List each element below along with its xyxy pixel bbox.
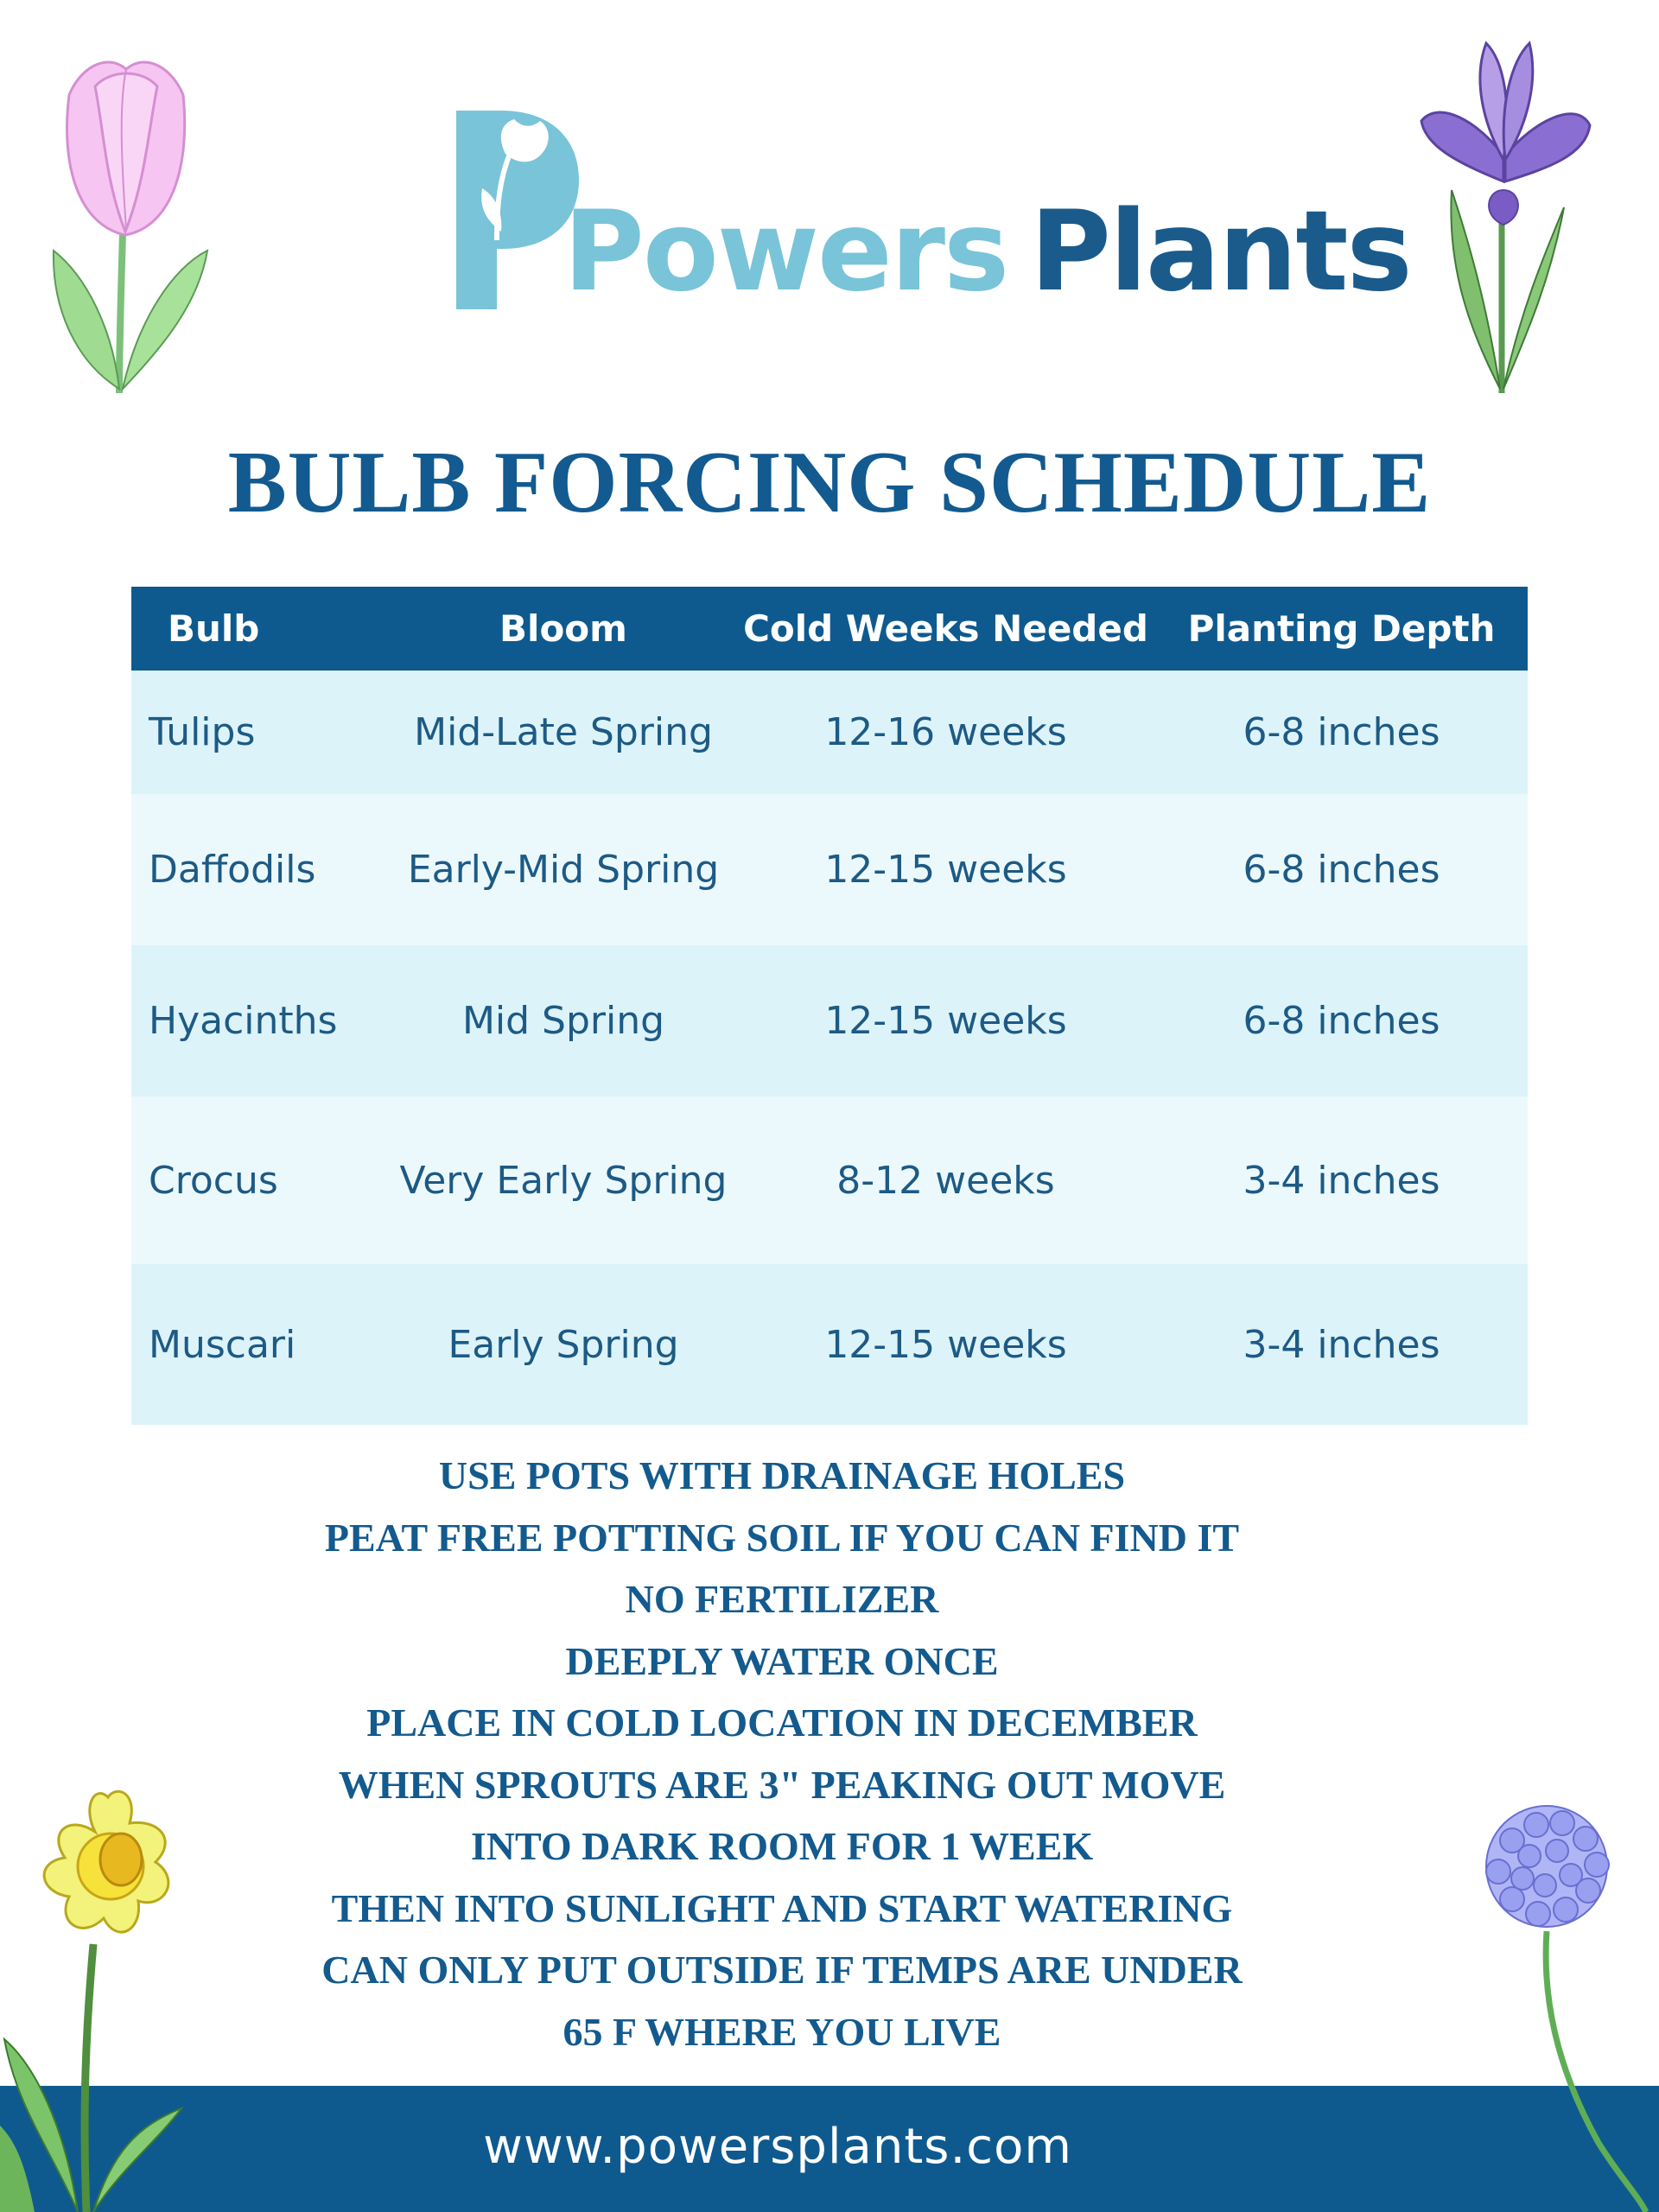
table-row (131, 794, 1528, 945)
logo-text-plants: Plants (1030, 188, 1411, 316)
instruction-line: PEAT FREE POTTING SOIL IF YOU CAN FIND IT (324, 1515, 1240, 1560)
schedule-table (131, 587, 1528, 1425)
cell-bloom: Mid-Late Spring (414, 710, 713, 754)
cell-bulb: Hyacinths (149, 999, 338, 1043)
instruction-line: CAN ONLY PUT OUTSIDE IF TEMPS ARE UNDER (321, 1948, 1243, 1992)
instruction-line: INTO DARK ROOM FOR 1 WEEK (470, 1824, 1094, 1868)
cell-cold-weeks: 8-12 weeks (836, 1158, 1055, 1203)
instruction-line: NO FERTILIZER (625, 1577, 939, 1621)
instruction-line: WHEN SPROUTS ARE 3" PEAKING OUT MOVE (338, 1762, 1226, 1807)
instruction-line: USE POTS WITH DRAINAGE HOLES (438, 1453, 1126, 1497)
instructions (0, 1445, 1564, 2063)
cell-planting-depth: 6-8 inches (1243, 999, 1440, 1043)
header-bulb: Bulb (168, 607, 260, 650)
muscari-icon (1460, 1780, 1659, 2212)
cell-cold-weeks: 12-15 weeks (824, 999, 1067, 1043)
website-link[interactable]: www.powersplants.com (483, 2119, 1072, 2175)
cell-planting-depth: 6-8 inches (1243, 848, 1440, 892)
table-header (131, 587, 1528, 671)
footer-bar (0, 2086, 1659, 2212)
logo-text-powers: Powers (563, 188, 1008, 316)
cell-bloom: Mid Spring (461, 999, 665, 1043)
tulip-icon (43, 35, 216, 397)
table-row (131, 945, 1528, 1096)
cell-cold-weeks: 12-16 weeks (824, 710, 1067, 754)
cell-bulb: Tulips (149, 710, 256, 754)
header-bloom: Bloom (499, 607, 627, 650)
instruction-line: PLACE IN COLD LOCATION IN DECEMBER (366, 1700, 1198, 1745)
table-row (131, 1264, 1528, 1425)
header-cold-weeks: Cold Weeks Needed (743, 607, 1148, 650)
cell-bulb: Daffodils (149, 848, 316, 892)
cell-bulb: Muscari (149, 1322, 296, 1367)
cell-bloom: Early Spring (448, 1322, 679, 1367)
cell-cold-weeks: 12-15 weeks (824, 848, 1067, 892)
table-row (131, 671, 1528, 794)
instruction-line: 65 F WHERE YOU LIVE (563, 2009, 1001, 2054)
daffodil-icon (0, 1780, 207, 2212)
logo (449, 102, 1411, 318)
cell-cold-weeks: 12-15 weeks (824, 1322, 1067, 1367)
page-title: BULB FORCING SCHEDULE (227, 434, 1432, 531)
cell-bloom: Very Early Spring (399, 1158, 728, 1203)
instruction-line: THEN INTO SUNLIGHT AND START WATERING (331, 1885, 1233, 1930)
table-row (131, 1096, 1528, 1264)
cell-bloom: Early-Mid Spring (407, 848, 720, 892)
header-planting-depth: Planting Depth (1187, 607, 1496, 650)
cell-bulb: Crocus (149, 1158, 278, 1203)
iris-icon (1400, 17, 1607, 397)
cell-planting-depth: 3-4 inches (1243, 1158, 1440, 1203)
instruction-line: DEEPLY WATER ONCE (565, 1638, 999, 1683)
cell-planting-depth: 6-8 inches (1243, 710, 1440, 754)
cell-planting-depth: 3-4 inches (1243, 1322, 1440, 1367)
